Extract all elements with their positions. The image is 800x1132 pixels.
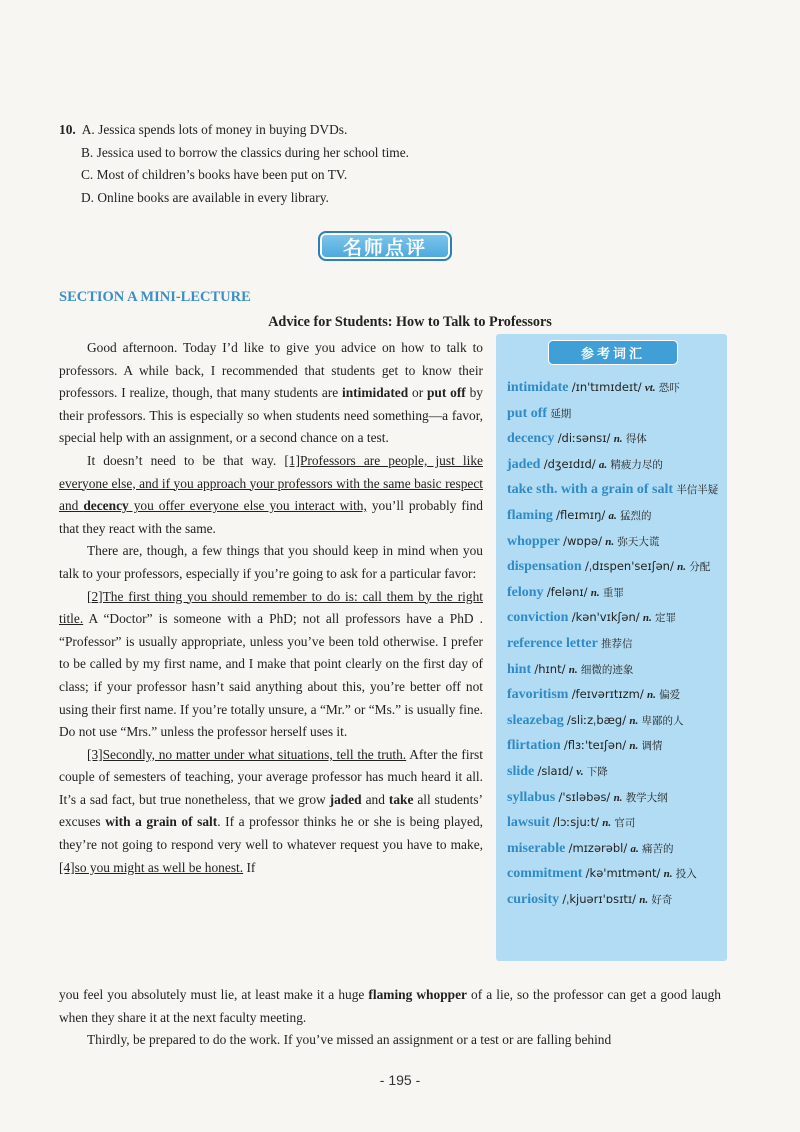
vocab-part-of-speech: n. [647, 689, 656, 702]
vocab-item [507, 529, 721, 555]
vocab-phonetic: /'sɪləbəs/ [558, 789, 611, 804]
vocab-item [507, 810, 721, 836]
vocab-phonetic: /hɪnt/ [534, 661, 566, 676]
paragraph-1: Good afternoon. Today I’d like to give you advice on how to talk to professors. A while back, I recommended that students get to know their professors. I realize, though, that many students are intimidated or put off by their professors. This is especially so when students need something—a favor, special help with an assignment, or a second chance on a test. [59, 340, 483, 446]
vocab-meaning: 官司 [614, 817, 636, 830]
vocab-part-of-speech: n. [590, 586, 600, 599]
vocab-meaning: 卑鄙的人 [641, 714, 684, 727]
vocab-item [507, 631, 721, 657]
vocab-item [507, 401, 721, 427]
vocab-word: flirtation [507, 738, 561, 754]
vocab-word: decency [507, 431, 555, 447]
vocab-item [507, 477, 721, 503]
vocab-meaning: 猛烈的 [620, 509, 652, 522]
option-a: 10. A. Jessica spends lots of money in buying DVDs. [59, 122, 348, 137]
vocab-meaning: 重罪 [602, 586, 624, 599]
section-heading: SECTION A MINI-LECTURE [59, 289, 251, 305]
vocab-word: sleazebag [507, 712, 564, 728]
vocab-phonetic: /feɪvərɪtɪzm/ [571, 687, 644, 702]
vocab-word: take sth. with a grain of salt [507, 482, 674, 498]
vocabulary-box [496, 334, 727, 961]
vocab-phonetic: /flɜː'teɪʃən/ [563, 738, 627, 753]
option-d: D. Online books are available in every library. [81, 189, 329, 205]
vocab-item [507, 554, 721, 580]
vocab-meaning: 精疲力尽的 [610, 458, 663, 471]
paragraph-4: [2]The first thing you should remember to do is: call them by the right title. A “Doctor” is someone with a PhD; not all professors have a PhD . “Professor” is usually appropriate, unless you’ve been told otherwise. I prefer to be called by my first name, and I make that point clearly on the first day of class; if your professor hasn’t said anything about this, you’re better off not using their first name. If you’re totally unsure, a “Mr.” or “Ms.” is usually fine. Do not use “Mrs.” unless the professor herself uses it. [59, 588, 483, 740]
vocab-phonetic: /sliːzˌbæg/ [567, 712, 627, 727]
vocab-item [507, 657, 721, 683]
paragraph-5-continued: you feel you absolutely must lie, at least make it a huge flaming whopper of a lie, so the professor can get a good laugh when they share it at the next faculty meeting. [59, 987, 722, 1025]
vocabulary-list [507, 375, 721, 912]
vocab-phonetic: /dʒeɪdɪd/ [543, 456, 596, 471]
vocab-item [507, 887, 721, 913]
vocab-word: put off [507, 405, 548, 421]
vocab-part-of-speech: n. [639, 893, 649, 906]
page-number: - 195 - [379, 1072, 421, 1088]
vocab-word: whopper [507, 533, 560, 549]
vocab-part-of-speech: n. [613, 433, 623, 446]
vocab-meaning: 半信半疑 [676, 484, 719, 497]
vocab-word: conviction [507, 610, 569, 626]
article-column [59, 337, 483, 879]
vocab-meaning: 细微的迹象 [580, 663, 634, 676]
vocab-phonetic: /fleɪmɪŋ/ [556, 507, 606, 522]
vocab-meaning: 分配 [689, 561, 711, 574]
question-number: 10. [59, 122, 76, 137]
vocab-part-of-speech: n. [605, 535, 615, 548]
vocab-phonetic: /ɪn'tɪmɪdeɪt/ [571, 380, 642, 394]
vocab-phonetic: /ˌdɪspen'seɪʃən/ [584, 559, 674, 574]
vocab-meaning: 弥天大谎 [617, 535, 660, 548]
vocab-meaning: 教学大纲 [625, 791, 668, 804]
vocab-meaning: 恐吓 [658, 382, 680, 394]
vocab-part-of-speech: n. [642, 612, 652, 625]
vocab-part-of-speech: n. [568, 663, 578, 676]
vocab-word: hint [507, 661, 532, 677]
vocab-word: dispensation [507, 559, 582, 575]
vocab-word: slide [507, 763, 535, 779]
vocab-meaning: 下降 [586, 765, 608, 778]
vocab-part-of-speech: n. [629, 714, 639, 727]
vocab-part-of-speech: a. [598, 458, 608, 471]
vocab-word: flaming [507, 507, 553, 523]
vocab-item [507, 836, 721, 862]
vocab-item [507, 375, 721, 401]
vocab-meaning: 推荐信 [601, 637, 633, 650]
vocab-word: miserable [507, 840, 566, 856]
vocab-item [507, 759, 721, 785]
vocab-meaning: 调情 [641, 740, 663, 753]
banner-wrap [318, 231, 452, 261]
vocab-item [507, 785, 721, 811]
vocab-part-of-speech: n. [629, 740, 639, 753]
vocab-word: favoritism [507, 687, 569, 703]
vocab-part-of-speech: n. [613, 791, 623, 804]
article-continuation [59, 984, 721, 1052]
vocabulary-title: 参考词汇 [548, 340, 678, 365]
vocab-phonetic: /slaɪd/ [537, 763, 574, 778]
vocab-phonetic: /mɪzərəbl/ [568, 840, 628, 855]
vocab-item [507, 708, 721, 734]
vocab-word: reference letter [507, 635, 598, 651]
question-10-options [59, 119, 409, 209]
vocab-word: felony [507, 584, 544, 600]
vocab-item [507, 733, 721, 759]
vocab-part-of-speech: n. [663, 868, 673, 881]
paragraph-6: Thirdly, be prepared to do the work. If you’ve missed an assignment or a test or are falling behind [87, 1032, 612, 1048]
vocab-item [507, 452, 721, 478]
vocab-part-of-speech: n. [602, 817, 612, 830]
paragraph-2: It doesn’t need to be that way. [1]Professors are people, just like everyone else, and if you approach your professors with the same basic respect and decency you offer everyone else you interact with, you’ll probably find that they react with the same. [59, 452, 483, 536]
vocab-phonetic: /kə'mɪtmənt/ [585, 866, 661, 881]
vocab-phonetic: /lɔːsjuːt/ [553, 815, 600, 830]
option-b: B. Jessica used to borrow the classics during her school time. [81, 144, 410, 160]
vocab-phonetic: /felənɪ/ [546, 584, 588, 599]
vocab-item [507, 580, 721, 606]
vocab-meaning: 得体 [625, 433, 647, 446]
vocab-phonetic: /wɒpə/ [563, 533, 602, 548]
vocab-item [507, 682, 721, 708]
vocab-part-of-speech: n. [677, 561, 686, 574]
vocab-word: curiosity [507, 891, 560, 907]
vocab-meaning: 投入 [675, 868, 697, 881]
option-c: C. Most of children’s books have been put on TV. [81, 167, 348, 182]
vocab-word: commitment [507, 866, 583, 882]
vocab-part-of-speech: a. [630, 842, 639, 855]
vocab-item [507, 605, 721, 631]
vocab-phonetic: /ˌkjuərɪ'ɒsɪtɪ/ [562, 891, 636, 906]
article-title: Advice for Students: How to Talk to Professors [268, 314, 552, 330]
vocab-part-of-speech: v. [576, 765, 584, 778]
vocab-word: lawsuit [507, 815, 550, 831]
vocab-part-of-speech: vt. [644, 382, 656, 394]
vocab-item [507, 426, 721, 452]
vocab-word: syllabus [507, 789, 556, 805]
teacher-review-banner: 名师点评 [318, 231, 452, 261]
paragraph-5: [3]Secondly, no matter under what situations, tell the truth. After the first couple of semesters of teaching, your average professor has much heard it all. It’s a sad fact, but true nonetheless, that we grow jaded and take all students’ excuses with a grain of salt. If a professor thinks he or she is being played, they’re not going to respond very well to whatever request you have to make, [4]so you might as well be honest. If [59, 746, 484, 875]
vocab-word: intimidate [507, 380, 569, 395]
vocab-phonetic: /kən'vɪkʃən/ [571, 610, 640, 625]
paragraph-3: There are, though, a few things that you should keep in mind when you talk to your professors, especially if you’re going to ask for a particular favor: [59, 543, 483, 581]
vocab-item [507, 861, 721, 887]
vocab-phonetic: /diːsənsɪ/ [557, 431, 611, 446]
vocab-meaning: 痛苦的 [641, 842, 674, 855]
vocab-part-of-speech: a. [608, 509, 617, 522]
vocab-word: jaded [507, 456, 541, 472]
vocab-meaning: 好奇 [651, 893, 673, 906]
vocab-item [507, 503, 721, 529]
vocab-meaning: 定罪 [654, 612, 676, 625]
vocab-meaning: 延期 [550, 407, 572, 420]
vocab-meaning: 偏爱 [659, 689, 681, 702]
